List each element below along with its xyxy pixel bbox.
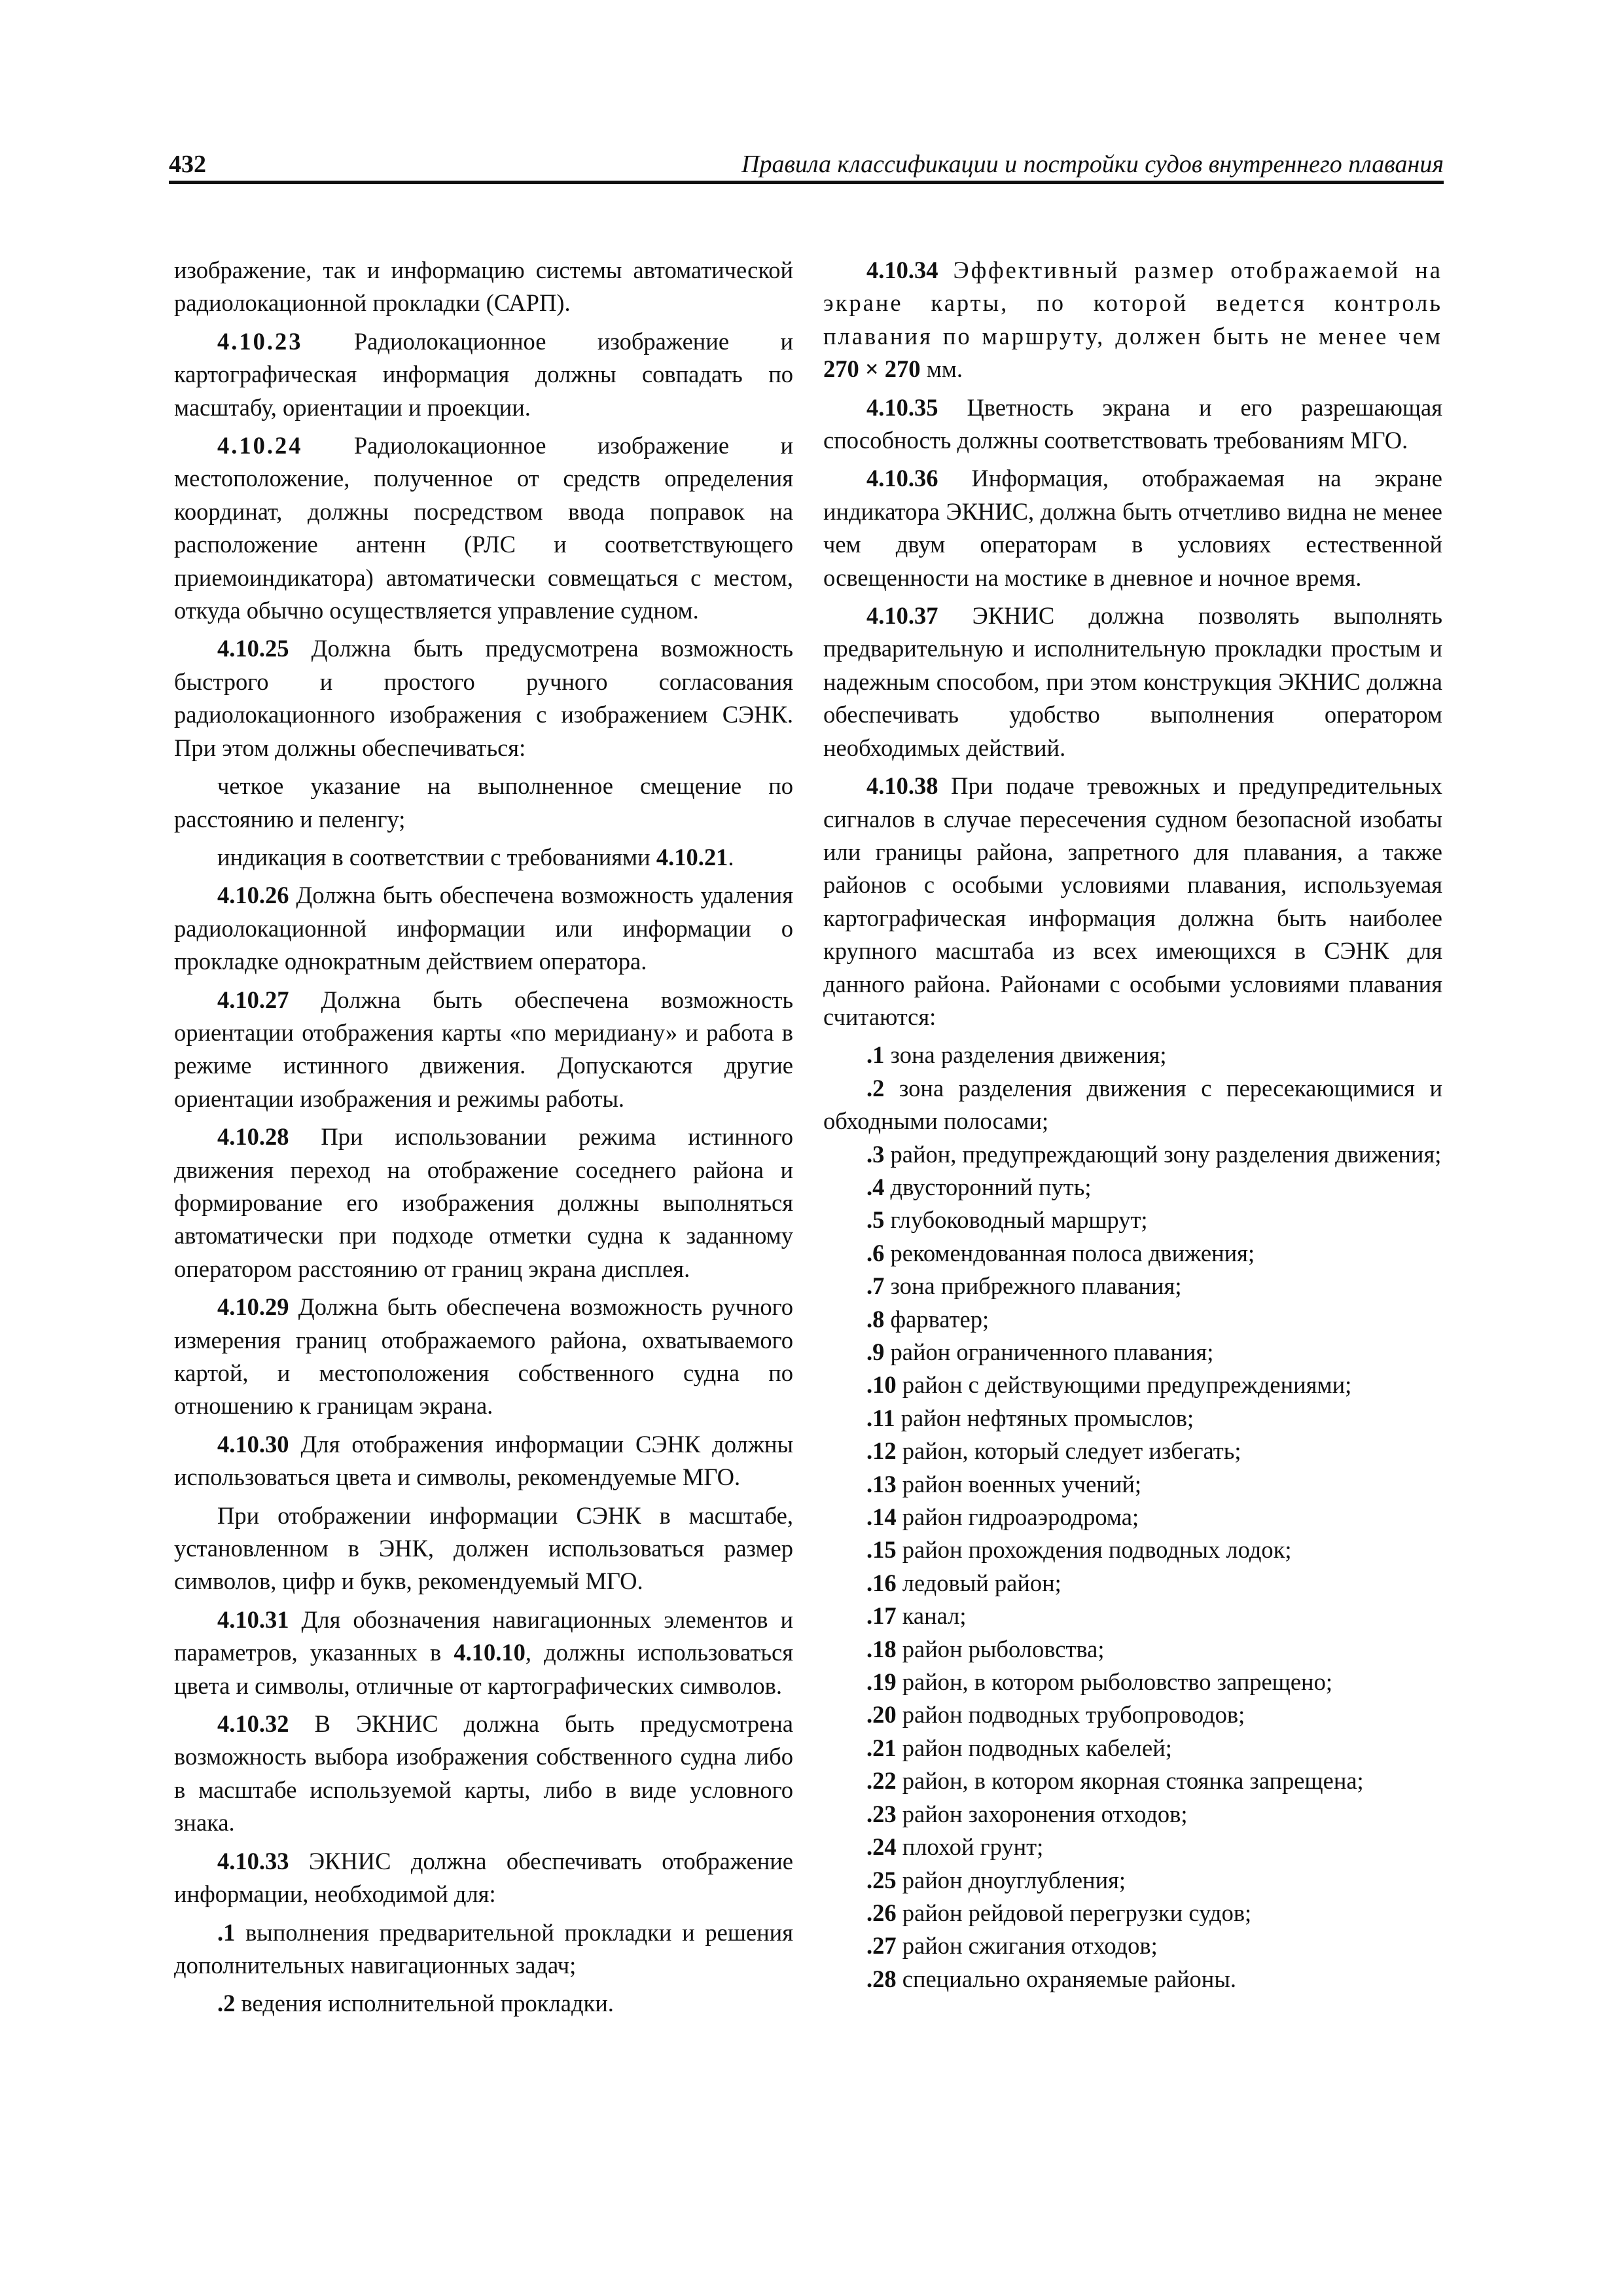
item-number: .20 (866, 1701, 897, 1729)
paragraph: индикация в соответствии с требованиями 4.10.21. (217, 843, 734, 870)
clause-4-10-27: 4.10.27 Должна быть обеспечена возможность ориентации отображения карты «по меридиану» и работа в режиме истинного движения. Допускаются другие ориентации изображения и режимы работы. (174, 986, 793, 1112)
list-item: .28 специально охраняемые районы. (866, 1965, 1236, 1992)
item-number: .4 (866, 1173, 885, 1200)
item-number: .10 (866, 1371, 897, 1399)
clause-number: 4.10.29 (217, 1293, 289, 1321)
list-item: .1 выполнения предварительной прокладки и решения дополнительных навигационных задач; (174, 1918, 793, 1979)
clause-4-10-37: 4.10.37 ЭКНИС должна позволять выполнять предварительную и исполнительную прокладки простым и надежным способом, при этом конструкция ЭКНИС должна обеспечивать удобство выполнения оператором необходимых действий. (823, 602, 1442, 761)
clause-number: 4.10.27 (217, 986, 289, 1013)
clause-4-10-31: 4.10.31 Для обозначения навигационных элементов и параметров, указанных в 4.10.10, должны использоваться цвета и символы, отличные от картографических символов. (174, 1605, 794, 1699)
running-title: Правила классификации и постройки судов внутреннего плавания (741, 151, 1444, 178)
list-item: .4 двусторонний путь; (866, 1173, 1092, 1200)
list-item: .10 район с действующими предупреждениями; (866, 1371, 1352, 1399)
list-item: .12 район, который следует избегать; (866, 1437, 1241, 1465)
list-item: .1 зона разделения движения; (866, 1041, 1167, 1069)
clause-4-10-26: 4.10.26 Должна быть обеспечена возможность удаления радиолокационной информации или информации о прокладке однократным действием оператора. (174, 882, 793, 975)
clause-number: 4.10.31 (217, 1605, 289, 1633)
list-item: .21 район подводных кабелей; (866, 1734, 1172, 1761)
paragraph: При отображении информации СЭНК в масштабе, установленном в ЭНК, должен использоваться размер символов, цифр и букв, рекомендуемый МГО. (174, 1501, 793, 1595)
list-item: .20 район подводных трубопроводов; (866, 1701, 1245, 1729)
clause-number: 4.10.24 (217, 432, 303, 459)
item-number: .23 (866, 1800, 897, 1827)
clause-4-10-34: 4.10.34 Эффективный размер отображаемой на экране карты, по которой ведется контроль плавания по маршруту, должен быть не менее чем 270 × 270 мм. (823, 257, 1442, 383)
list-item: .16 ледовый район; (866, 1569, 1061, 1596)
list-item: .6 рекомендованная полоса движения; (866, 1239, 1255, 1266)
clause-4-10-32: 4.10.32 В ЭКНИС должна быть предусмотрена возможность выбора изображения собственного судна либо в масштабе используемой карты, либо в виде условного знака. (174, 1710, 793, 1837)
clause-number: 4.10.36 (866, 465, 938, 492)
item-number: .22 (866, 1767, 897, 1795)
clause-4-10-30: 4.10.30 Для отображения информации СЭНК должны использоваться цвета и символы, рекомендуемые МГО. (174, 1430, 793, 1491)
list-item: .7 зона прибрежного плавания; (866, 1272, 1182, 1300)
list-item: .17 канал; (866, 1602, 967, 1630)
list-item: .23 район захоронения отходов; (866, 1800, 1188, 1827)
clause-4-10-33: 4.10.33 ЭКНИС должна обеспечивать отображение информации, необходимой для: (174, 1847, 793, 1908)
left-column (174, 254, 793, 2020)
list-item: .5 глубоководный маршрут; (866, 1206, 1148, 1234)
right-column (823, 254, 1442, 1996)
paragraph: четкое указание на выполненное смещение по расстоянию и пеленгу; (174, 772, 793, 833)
item-number: .9 (866, 1338, 885, 1365)
item-number: .24 (866, 1833, 897, 1861)
list-item: .2 зона разделения движения с пересекающимися и обходными полосами; (823, 1074, 1442, 1135)
special-areas-list (823, 1039, 1442, 1996)
clause-number: 4.10.34 (866, 257, 938, 283)
list-item: .13 район военных учений; (866, 1470, 1142, 1498)
list-item: .18 район рыболовства; (866, 1635, 1105, 1662)
item-number: .17 (866, 1602, 897, 1630)
screen-size: 270 × 270 (823, 355, 921, 383)
clause-reference: 4.10.10 (454, 1639, 526, 1666)
item-number: .13 (866, 1470, 897, 1498)
item-number: .12 (866, 1437, 897, 1465)
item-number: .2 (217, 1990, 236, 2017)
item-number: .7 (866, 1272, 885, 1300)
clause-number: 4.10.25 (217, 635, 289, 662)
paragraph: изображение, так и информацию системы автоматической радиолокационной прокладки (САРП). (174, 257, 793, 317)
item-number: .8 (866, 1305, 885, 1333)
item-number: .1 (866, 1041, 885, 1069)
list-item: .19 район, в котором рыболовство запрещено; (866, 1668, 1332, 1696)
clause-4-10-28: 4.10.28 При использовании режима истинного движения переход на отображение соседнего района и формирование его изображения должны выполняться автоматически при подходе отметки судна к заданному оператором расстоянию от границ экрана дисплея. (174, 1123, 793, 1282)
clause-4-10-25: 4.10.25 Должна быть предусмотрена возможность быстрого и простого ручного согласования радиолокационного изображения с изображением СЭНК. При этом должны обеспечиваться: (174, 635, 793, 761)
clause-number: 4.10.33 (217, 1847, 289, 1874)
item-number: .5 (866, 1206, 885, 1234)
item-number: .11 (866, 1404, 895, 1431)
list-item: .8 фарватер; (866, 1305, 990, 1333)
item-number: .14 (866, 1503, 897, 1531)
item-number: .27 (866, 1932, 897, 1960)
list-item: .2 ведения исполнительной прокладки. (217, 1990, 614, 2017)
clause-4-10-24: 4.10.24 Радиолокационное изображение и местоположение, полученное от средств определения координат, должны посредством ввода поправок на расположение антенн (РЛС и соответствующего приемоиндикатора) автоматически совмещаться с местом, откуда обычно осуществляется управление судном. (174, 432, 793, 624)
list-item: .15 район прохождения подводных лодок; (866, 1536, 1292, 1564)
item-number: .6 (866, 1239, 885, 1266)
page-number: 432 (169, 151, 206, 178)
list-item: .3 район, предупреждающий зону разделения движения; (866, 1140, 1442, 1168)
item-number: .28 (866, 1965, 897, 1992)
item-number: .1 (217, 1918, 236, 1946)
item-number: .18 (866, 1635, 897, 1662)
clause-number: 4.10.32 (217, 1710, 289, 1738)
item-number: .25 (866, 1866, 897, 1893)
list-item: .11 район нефтяных промыслов; (866, 1404, 1194, 1431)
list-item: .22 район, в котором якорная стоянка запрещена; (866, 1767, 1364, 1795)
clause-4-10-29: 4.10.29 Должна быть обеспечена возможность ручного измерения границ отображаемого района, охватываемого картой, и местоположения собственного судна по отношению к границам экрана. (174, 1293, 793, 1420)
item-number: .15 (866, 1536, 897, 1564)
clause-reference: 4.10.21 (656, 843, 728, 870)
clause-number: 4.10.37 (866, 602, 938, 630)
clause-4-10-38: 4.10.38 При подаче тревожных и предупредительных сигналов в случае пересечения судном безопасной изобаты или границы района, запретного для плавания, а также районов с особыми условиями плавания, используемая картографическая информация должна быть наиболее крупного масштаба из всех имеющихся в СЭНК для данного района. Районами с особыми условиями плавания считаются: (823, 772, 1442, 1030)
clause-number: 4.10.28 (217, 1123, 289, 1151)
list-item: .27 район сжигания отходов; (866, 1932, 1158, 1960)
item-number: .19 (866, 1668, 897, 1696)
item-number: .26 (866, 1899, 897, 1926)
clause-4-10-23: 4.10.23 Радиолокационное изображение и картографическая информация должны совпадать по масштабу, ориентации и проекции. (174, 327, 793, 421)
clause-4-10-35: 4.10.35 Цветность экрана и его разрешающая способность должны соответствовать требованиям МГО. (823, 393, 1442, 454)
clause-4-10-36: 4.10.36 Информация, отображаемая на экране индикатора ЭКНИС, должна быть отчетливо видна не менее чем двум операторам в условиях естественной освещенности на мостике в дневное и ночное время. (823, 465, 1442, 591)
list-item: .9 район ограниченного плавания; (866, 1338, 1214, 1365)
list-item: .24 плохой грунт; (866, 1833, 1044, 1861)
clause-number: 4.10.26 (217, 882, 289, 909)
list-item: .14 район гидроаэродрома; (866, 1503, 1139, 1531)
list-item: .26 район рейдовой перегрузки судов; (866, 1899, 1252, 1926)
clause-number: 4.10.30 (217, 1430, 289, 1458)
clause-number: 4.10.35 (866, 393, 938, 421)
clause-number: 4.10.23 (217, 327, 303, 355)
list-item: .25 район дноуглубления; (866, 1866, 1126, 1893)
item-number: .16 (866, 1569, 897, 1596)
item-number: .3 (866, 1140, 885, 1168)
item-number: .2 (866, 1074, 885, 1102)
item-number: .21 (866, 1734, 897, 1761)
clause-number: 4.10.38 (866, 772, 938, 800)
page-header (169, 144, 1444, 184)
